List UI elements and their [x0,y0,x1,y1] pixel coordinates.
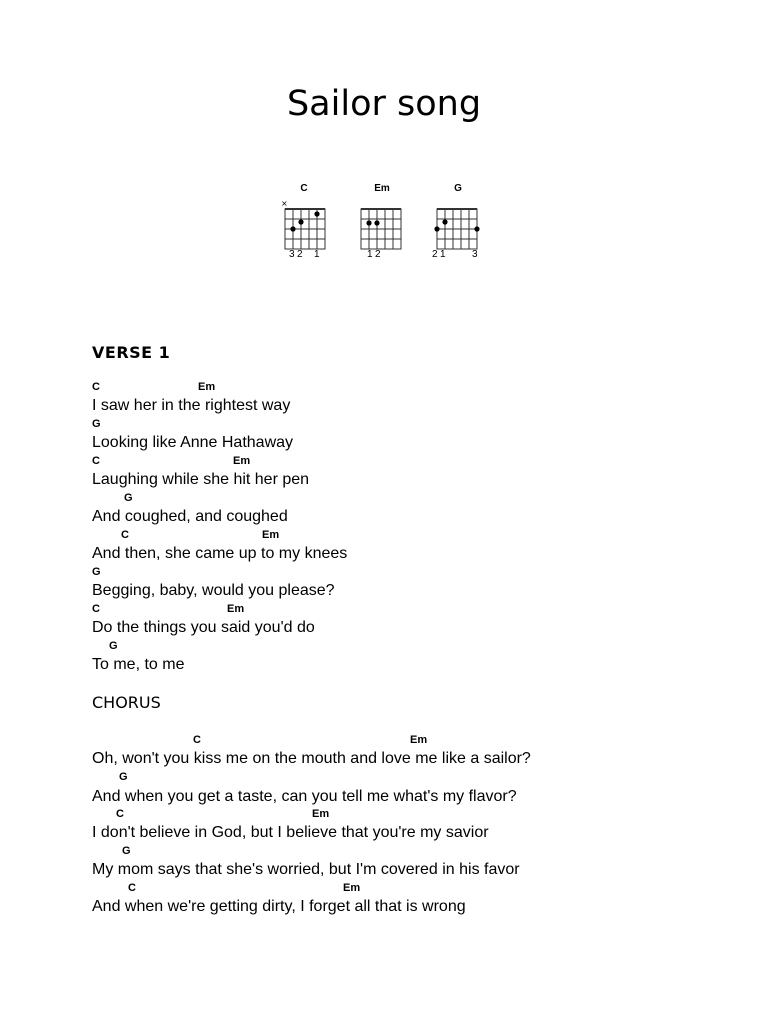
chord-fingering: 1 2 [367,249,381,260]
chord-line: C Em [92,381,216,393]
chord-fingering: 3 2 1 [289,249,320,260]
chord-line: C Em [92,455,251,467]
chord-grid-g [434,198,482,250]
lyric-line: Laughing while she hit her pen [92,471,310,488]
lyric-line: Looking like Anne Hathaway [92,434,294,451]
chord-line: G [92,418,101,430]
chord-line: G [122,845,131,857]
lyric-line: Begging, baby, would you please? [92,582,335,599]
chord-diagrams [280,180,490,270]
chord-line: G [109,640,118,652]
chord-diagram-em [358,180,406,266]
lyric-line: I saw her in the rightest way [92,397,291,414]
chord-name: G [454,183,462,194]
chord-diagram-c [280,180,328,266]
chord-grid-c [280,198,328,250]
chorus-heading: CHORUS [92,693,161,712]
chord-fingering: 2 1 3 [432,249,478,260]
lyric-line: And then, she came up to my knees [92,545,348,562]
chord-line: G [119,771,128,783]
chord-line: C Em [121,529,280,541]
lyric-line: I don't believe in God, but I believe that you're my savior [92,824,489,841]
chord-line: C Em [92,603,245,615]
lyric-line: My mom says that she's worried, but I'm covered in his favor [92,861,520,878]
lyric-line: To me, to me [92,656,185,673]
lyric-line: And when we're getting dirty, I forget all that is wrong [92,898,466,915]
chord-line: C Em [193,734,428,746]
muted-string-mark: × [281,199,288,208]
chord-name: C [300,183,308,194]
chord-diagram-g [434,180,482,266]
chord-line: G [124,492,133,504]
lyric-line: Oh, won't you kiss me on the mouth and love me like a sailor? [92,750,531,767]
lyric-line: And when you get a taste, can you tell me what's my flavor? [92,788,517,805]
lyric-line: And coughed, and coughed [92,508,288,525]
chord-line: C Em [128,882,361,894]
verse-heading: VERSE 1 [92,343,171,362]
song-title: Sailor song [286,84,482,124]
chord-name: Em [374,183,390,194]
chord-line: C Em [116,808,330,820]
chord-grid-em [358,198,406,250]
lyric-line: Do the things you said you'd do [92,619,315,636]
chord-line: G [92,566,101,578]
